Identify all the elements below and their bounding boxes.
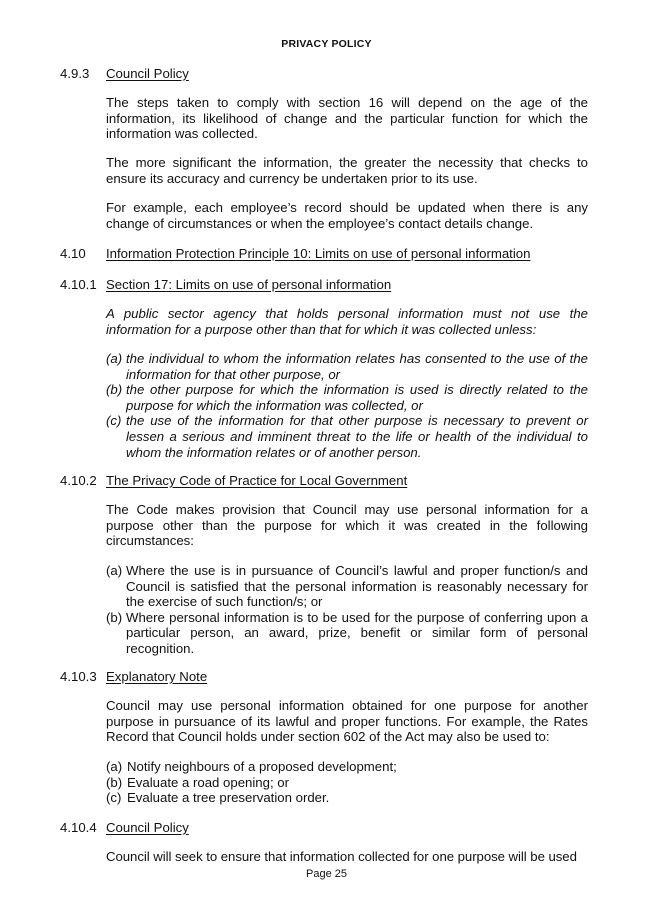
circumstances-list xyxy=(106,563,588,657)
list-item-text: Notify neighbours of a proposed development; xyxy=(127,759,397,774)
list-item-text: Where the use is in pursuance of Council’s lawful and proper function/s and Council is satisfied that the personal information is reasonably necessary for the exercise of such function/s; or xyxy=(126,563,588,610)
list-item-text: the use of the information for that other purpose is necessary to prevent or lessen a serious and imminent threat to the life or health of the individual to whom the information relates or of another person. xyxy=(126,413,588,460)
list-item xyxy=(106,759,588,775)
list-marker: (a) xyxy=(106,759,123,774)
quoted-list xyxy=(106,351,588,460)
paragraph: For example, each employee’s record should be updated when there is any change of circumstances or when the employee’s contact details change. xyxy=(106,200,588,231)
section-number: 4.10 xyxy=(60,246,86,261)
list-item-text: the individual to whom the information relates has consented to the use of the information for that other purpose, or xyxy=(126,351,588,382)
section-heading-4-10-2 xyxy=(60,473,600,489)
page-header-title: PRIVACY POLICY xyxy=(281,38,372,50)
list-marker: (b) xyxy=(106,774,123,790)
list-item-text: Where personal information is to be used for the purpose of conferring upon a particular person, an award, prize, benefit or similar form of personal recognition. xyxy=(126,609,588,656)
section-title: Information Protection Principle 10: Limits on use of personal information xyxy=(106,246,531,261)
list-marker: (b) xyxy=(106,609,123,625)
paragraph: The more significant the information, the greater the necessity that checks to ensure its accuracy and currency be undertaken prior to its use. xyxy=(106,155,588,186)
section-heading-4-10-4 xyxy=(60,820,600,836)
list-item xyxy=(106,775,588,791)
list-marker: (c) xyxy=(106,790,122,806)
section-heading-4-9-3 xyxy=(60,66,600,82)
list-item xyxy=(106,413,588,460)
list-item-text: Evaluate a tree preservation order. xyxy=(127,790,330,806)
section-title: Section 17: Limits on use of personal information xyxy=(106,277,392,292)
section-title: Council Policy xyxy=(106,820,189,835)
list-item-text: the other purpose for which the information is used is directly related to the purpose for which the information was collected, or xyxy=(126,382,588,413)
list-item xyxy=(106,563,588,610)
paragraph: Council may use personal information obtained for one purpose for another purpose in pursuance of its lawful and proper functions. For example, the Rates Record that Council holds under section 602 of the Act may also be used to: xyxy=(106,698,588,745)
section-number: 4.10.2 xyxy=(60,473,97,488)
section-number: 4.10.4 xyxy=(60,820,97,835)
list-item xyxy=(106,382,588,413)
section-title: The Privacy Code of Practice for Local Government xyxy=(106,473,408,488)
list-item xyxy=(106,610,588,657)
list-marker: (a) xyxy=(106,563,123,578)
section-title: Explanatory Note xyxy=(106,669,208,684)
list-item xyxy=(106,790,588,806)
section-number: 4.10.1 xyxy=(60,277,97,292)
paragraph: Council will seek to ensure that information collected for one purpose will be used xyxy=(106,849,577,864)
paragraph: The steps taken to comply with section 16 will depend on the age of the information, its likelihood of change and the particular function for which the information was collected. xyxy=(106,95,588,142)
section-heading-4-10 xyxy=(60,246,600,262)
section-number: 4.9.3 xyxy=(60,66,90,81)
section-heading-4-10-1 xyxy=(60,277,600,293)
list-marker: (a) xyxy=(106,351,123,366)
list-item-text: Evaluate a road opening; or xyxy=(127,774,290,790)
paragraph: The Code makes provision that Council may use personal information for a purpose other than the purpose for which it was created in the following circumstances: xyxy=(106,502,588,549)
page-number: Page 25 xyxy=(306,868,347,880)
list-item xyxy=(106,351,588,382)
uses-list xyxy=(106,759,588,806)
list-marker: (b) xyxy=(106,382,123,398)
list-marker: (c) xyxy=(106,413,122,429)
section-heading-4-10-3 xyxy=(60,669,600,685)
quoted-paragraph: A public sector agency that holds personal information must not use the information for a purpose other than that for which it was collected unless: xyxy=(106,306,588,337)
section-number: 4.10.3 xyxy=(60,669,97,684)
section-title: Council Policy xyxy=(106,66,189,81)
